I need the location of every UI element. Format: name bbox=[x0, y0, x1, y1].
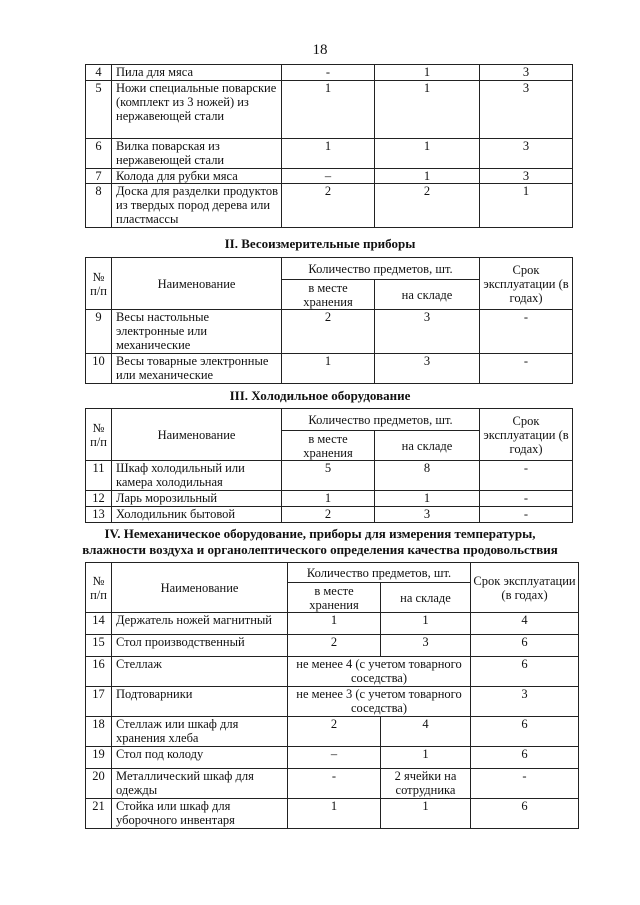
table-row bbox=[86, 310, 573, 354]
header-quantity: Количество предметов, шт. bbox=[282, 258, 480, 280]
section-4-title-line1: IV. Немеханическое оборудование, приборы для измерения температуры, bbox=[104, 526, 536, 541]
table-non-mechanical bbox=[85, 562, 579, 829]
row-name: Шкаф холодильный или камера холодильная bbox=[112, 461, 282, 491]
row-place: – bbox=[288, 747, 381, 769]
table-weighing bbox=[85, 257, 573, 384]
header-term: Срок эксплуатации (в годах) bbox=[471, 563, 579, 613]
row-place: 1 bbox=[288, 799, 381, 829]
row-store: 2 bbox=[375, 184, 480, 228]
page-number: 18 bbox=[312, 42, 328, 58]
row-term: - bbox=[480, 461, 573, 491]
row-term: 4 bbox=[471, 613, 579, 635]
row-name: Холодильник бытовой bbox=[112, 507, 282, 523]
row-place: - bbox=[282, 65, 375, 81]
row-term: - bbox=[480, 507, 573, 523]
header-name: Наименование bbox=[112, 409, 282, 461]
row-number: 16 bbox=[86, 657, 112, 687]
row-name: Подтоварники bbox=[112, 687, 288, 717]
row-store: 1 bbox=[375, 139, 480, 169]
section-4-title-line2: влажности воздуха и органолептического определения качества продовольствия bbox=[82, 542, 558, 557]
header-term: Срок эксплуатации (в годах) bbox=[480, 409, 573, 461]
table-row bbox=[86, 687, 579, 717]
row-place: 2 bbox=[288, 635, 381, 657]
row-number: 13 bbox=[86, 507, 112, 523]
row-term: 3 bbox=[480, 65, 573, 81]
row-quantity-merged: не менее 4 (с учетом товарного соседства) bbox=[288, 657, 471, 687]
header-name: Наименование bbox=[112, 258, 282, 310]
header-number: № п/п bbox=[86, 409, 112, 461]
header-number: № п/п bbox=[86, 258, 112, 310]
row-name: Ножи специальные поварские (комплект из 3 ножей) из нержавеющей стали bbox=[112, 81, 282, 139]
row-term: 6 bbox=[471, 747, 579, 769]
row-term: - bbox=[480, 491, 573, 507]
row-number: 20 bbox=[86, 769, 112, 799]
header-quantity: Количество предметов, шт. bbox=[282, 409, 480, 431]
table-row bbox=[86, 635, 579, 657]
row-number: 4 bbox=[86, 65, 112, 81]
row-term: 6 bbox=[471, 799, 579, 829]
row-place: 2 bbox=[282, 184, 375, 228]
table-row bbox=[86, 354, 573, 384]
header-store: на складе bbox=[375, 431, 480, 461]
row-term: - bbox=[471, 769, 579, 799]
row-place: 5 bbox=[282, 461, 375, 491]
row-number: 11 bbox=[86, 461, 112, 491]
table-row bbox=[86, 747, 579, 769]
row-term: - bbox=[480, 310, 573, 354]
row-number: 12 bbox=[86, 491, 112, 507]
row-place: 1 bbox=[282, 491, 375, 507]
row-number: 18 bbox=[86, 717, 112, 747]
row-store: 1 bbox=[375, 169, 480, 184]
table-row bbox=[86, 491, 573, 507]
row-number: 8 bbox=[86, 184, 112, 228]
row-name: Ларь морозильный bbox=[112, 491, 282, 507]
row-number: 10 bbox=[86, 354, 112, 384]
row-store: 4 bbox=[381, 717, 471, 747]
header-term: Срок эксплуатации (в годах) bbox=[480, 258, 573, 310]
row-store: 3 bbox=[375, 354, 480, 384]
row-name: Весы настольные электронные или механические bbox=[112, 310, 282, 354]
row-name: Колода для рубки мяса bbox=[112, 169, 282, 184]
row-store: 3 bbox=[375, 310, 480, 354]
row-name: Весы товарные электронные или механические bbox=[112, 354, 282, 384]
row-term: 3 bbox=[480, 169, 573, 184]
table-row bbox=[86, 169, 573, 184]
table-row bbox=[86, 657, 579, 687]
row-name: Стол производственный bbox=[112, 635, 288, 657]
row-name: Стойка или шкаф для уборочного инвентаря bbox=[112, 799, 288, 829]
row-place: 1 bbox=[288, 613, 381, 635]
table-row bbox=[86, 507, 573, 523]
row-number: 21 bbox=[86, 799, 112, 829]
row-name: Доска для разделки продуктов из твердых пород дерева или пластмассы bbox=[112, 184, 282, 228]
row-term: 3 bbox=[471, 687, 579, 717]
row-place: 1 bbox=[282, 139, 375, 169]
row-place: – bbox=[282, 169, 375, 184]
row-place: 1 bbox=[282, 354, 375, 384]
table-row bbox=[86, 613, 579, 635]
row-term: 6 bbox=[471, 717, 579, 747]
row-place: 2 bbox=[282, 507, 375, 523]
header-quantity: Количество предметов, шт. bbox=[288, 563, 471, 583]
row-store: 1 bbox=[375, 65, 480, 81]
section-3-title: III. Холодильное оборудование bbox=[229, 388, 411, 403]
header-name: Наименование bbox=[112, 563, 288, 613]
table-row bbox=[86, 799, 579, 829]
row-store: 8 bbox=[375, 461, 480, 491]
row-term: 1 bbox=[480, 184, 573, 228]
row-number: 5 bbox=[86, 81, 112, 139]
header-store: на складе bbox=[375, 280, 480, 310]
table-row bbox=[86, 717, 579, 747]
row-store: 1 bbox=[381, 799, 471, 829]
row-store: 2 ячейки на сотрудника bbox=[381, 769, 471, 799]
row-number: 19 bbox=[86, 747, 112, 769]
header-place: в месте хранения bbox=[282, 280, 375, 310]
row-name: Стол под колоду bbox=[112, 747, 288, 769]
row-name: Стеллаж bbox=[112, 657, 288, 687]
row-place: - bbox=[288, 769, 381, 799]
row-store: 1 bbox=[381, 613, 471, 635]
table-row bbox=[86, 769, 579, 799]
row-name: Металлический шкаф для одежды bbox=[112, 769, 288, 799]
row-store: 3 bbox=[381, 635, 471, 657]
table-refrigeration bbox=[85, 408, 573, 523]
row-term: 3 bbox=[480, 81, 573, 139]
table-row bbox=[86, 461, 573, 491]
row-store: 1 bbox=[375, 81, 480, 139]
header-place: в месте хранения bbox=[282, 431, 375, 461]
row-name: Держатель ножей магнитный bbox=[112, 613, 288, 635]
table-row bbox=[86, 139, 573, 169]
row-store: 1 bbox=[375, 491, 480, 507]
row-number: 7 bbox=[86, 169, 112, 184]
row-store: 3 bbox=[375, 507, 480, 523]
row-name: Пила для мяса bbox=[112, 65, 282, 81]
header-number: № п/п bbox=[86, 563, 112, 613]
header-place: в месте хранения bbox=[288, 583, 381, 613]
row-number: 15 bbox=[86, 635, 112, 657]
table-row bbox=[86, 81, 573, 139]
row-number: 9 bbox=[86, 310, 112, 354]
row-number: 17 bbox=[86, 687, 112, 717]
row-term: 6 bbox=[471, 635, 579, 657]
header-row bbox=[86, 563, 579, 583]
row-term: 6 bbox=[471, 657, 579, 687]
row-place: 1 bbox=[282, 81, 375, 139]
row-term: 3 bbox=[480, 139, 573, 169]
header-row bbox=[86, 409, 573, 431]
row-place: 2 bbox=[288, 717, 381, 747]
table-kitchen-tools bbox=[85, 64, 573, 228]
table-row bbox=[86, 65, 573, 81]
table-row bbox=[86, 184, 573, 228]
section-2-title: II. Весоизмерительные приборы bbox=[224, 236, 416, 251]
row-name: Вилка поварская из нержавеющей стали bbox=[112, 139, 282, 169]
row-term: - bbox=[480, 354, 573, 384]
row-number: 14 bbox=[86, 613, 112, 635]
header-row bbox=[86, 258, 573, 280]
row-number: 6 bbox=[86, 139, 112, 169]
row-quantity-merged: не менее 3 (с учетом товарного соседства) bbox=[288, 687, 471, 717]
row-store: 1 bbox=[381, 747, 471, 769]
header-store: на складе bbox=[381, 583, 471, 613]
row-name: Стеллаж или шкаф для хранения хлеба bbox=[112, 717, 288, 747]
row-place: 2 bbox=[282, 310, 375, 354]
